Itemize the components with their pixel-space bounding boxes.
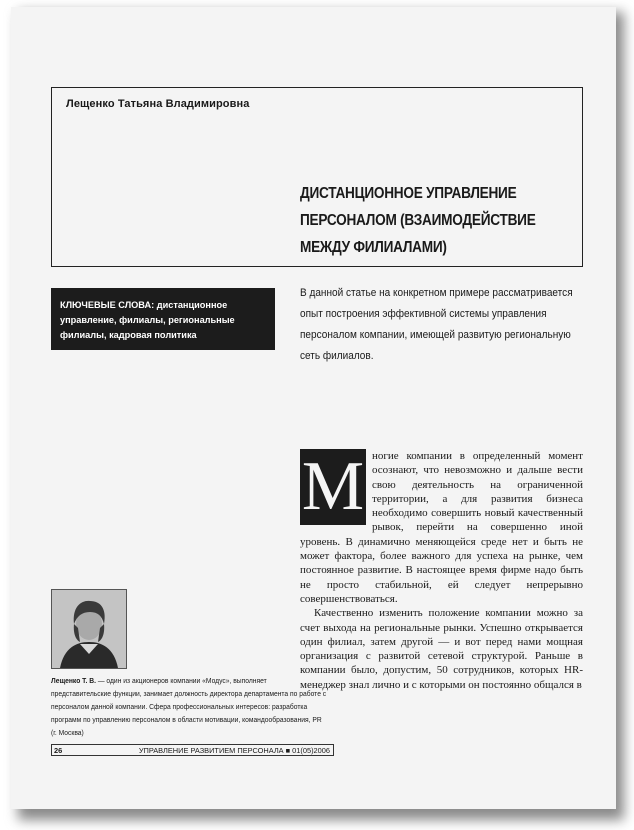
article-body [300, 449, 583, 692]
keywords-box [51, 288, 275, 350]
author-bio [51, 675, 327, 740]
body-paragraph: ногие компании в определенный момент осознают, что невозможно и дальше вести свою деятельность на ограниченной территории, а для развития бизнеса необходимо совершить новый качественный рывок, перейти на совершенно иной уровень. В динамично меняющейся среде нет и быть не может фактора, более важного для успеха на рынке, чем постоянное развитие. В настоящее время фирме надо быть не просто стабильной, ей следует непрерывно совершенствоваться. [300, 450, 583, 605]
article-abstract: В данной статье на конкретном примере рассматривается опыт построения эффективной системы управления персоналом компании, имеющей развитую региональную сеть филиалов. [300, 287, 573, 362]
page-number: 26 [54, 746, 63, 755]
article-header-box [51, 87, 583, 267]
title-line: ПЕРСОНАЛОМ (ВЗАИМОДЕЙСТВИЕ [300, 212, 536, 229]
title-line: МЕЖДУ ФИЛИАЛАМИ) [300, 239, 447, 256]
page-footer [51, 744, 334, 756]
author-portrait-image [52, 590, 126, 668]
body-paragraph: Качественно изменить положение компании можно за счет выхода на региональные рынки. Успешно открывается один филиал, затем другой — и вот перед нами мощная организация с развитой сетевой структурой. Раньше в компании было, допустим, 50 сотрудников, которых HR-менеджер знал лично и с которыми он постоянно общался в [300, 607, 583, 691]
author-photo [51, 589, 127, 669]
bio-text: — один из акционеров компании «Модус», выполняет представительские функции, занимает должность директора департамента по работе с персоналом данной компании. Сфера профессиональных интересов: разработка программ по управлению персоналом в области мотивации, командообразования, PR (г. Москва) [51, 678, 327, 737]
journal-page [11, 7, 616, 809]
article-title [300, 180, 538, 261]
keywords-label: КЛЮЧЕВЫЕ СЛОВА: [60, 300, 155, 310]
journal-issue: УПРАВЛЕНИЕ РАЗВИТИЕМ ПЕРСОНАЛА ■ 01(05)2006 [138, 746, 330, 755]
title-line: ДИСТАНЦИОННОЕ УПРАВЛЕНИЕ [300, 185, 517, 202]
drop-cap: М [301, 448, 365, 525]
bio-name: Лещенко Т. В. [51, 678, 96, 685]
keywords-text: дистанционное управление, филиалы, региональные филиалы, кадровая политика [60, 300, 235, 340]
author-name: Лещенко Татьяна Владимировна [66, 98, 250, 110]
